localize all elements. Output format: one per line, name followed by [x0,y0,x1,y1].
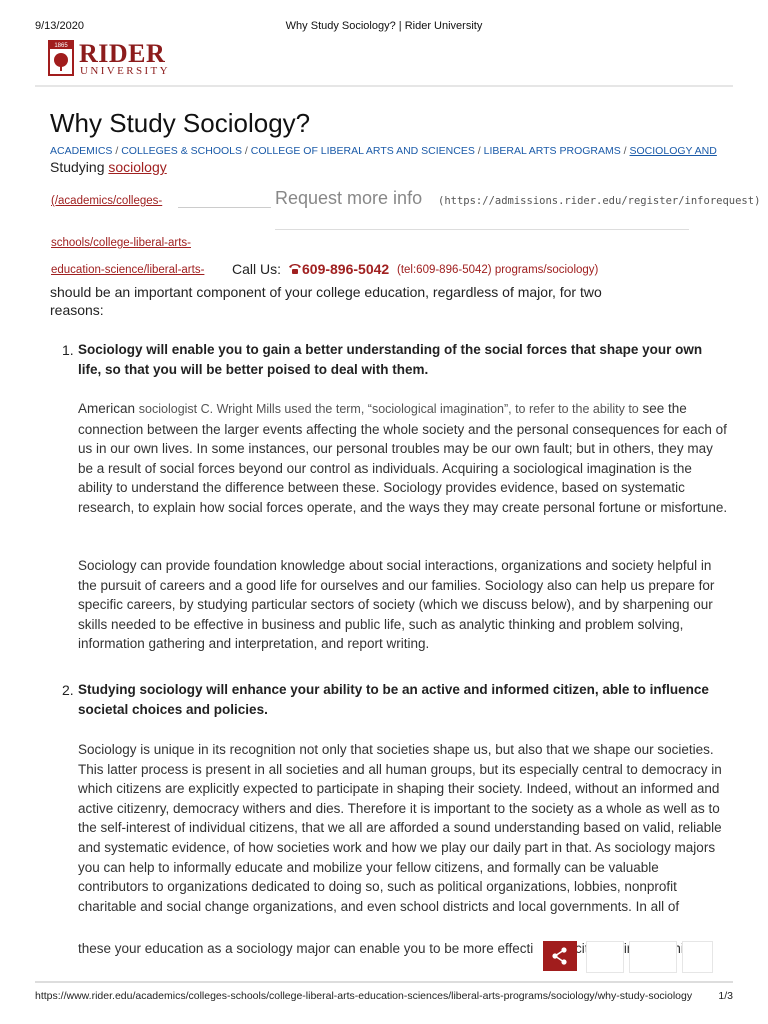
sociology-url-part3[interactable]: education-science/liberal-arts- [51,264,205,276]
logo-year: 1865 [54,43,68,49]
footer-divider [35,981,733,983]
social-button[interactable] [629,941,677,973]
tel-link[interactable] [397,264,598,276]
paragraph-start: American [78,401,139,416]
phone-number: 609-896-5042 [302,261,390,277]
phone-link[interactable] [288,261,389,277]
page-number: 1/3 [718,990,733,1002]
breadcrumb-item-liberal-arts-college[interactable]: COLLEGE OF LIBERAL ARTS AND SCIENCES [250,145,475,157]
paragraph-rest: see the connection between the larger events affecting the whole society and the personal consequences for each of us in our own lives. In some instances, our personal troubles may be our own fault; but in others, they may be a result of social forces beyond our control as individuals. Acquiring a sociological imagination is the ability to understand the difference between these. Sociology provides evidence, based on systematic research, to explain how social forces operate, and the ways they may create personal fortune or misfortune. [78,401,728,515]
sociology-url-part1[interactable]: (/academics/colleges- [51,195,163,207]
breadcrumb-item-academics[interactable]: ACADEMICS [50,145,113,157]
paragraph-tail: these your education as a sociology major can enable you to be more effecti [78,941,534,956]
breadcrumb [50,145,717,157]
breadcrumb-separator: / [623,145,627,157]
reason-heading: Sociology will enable you to gain a better understanding of the social forces that shape your own life, so that you will be better poised to deal with them. [78,342,703,377]
reason-heading: Studying sociology will enhance your ability to be an active and informed citizen, able to influence societal choices and policies. [78,682,709,717]
breadcrumb-item-sociology[interactable]: SOCIOLOGY AND [629,145,717,157]
seal-icon [48,40,74,76]
reason-paragraph [78,399,728,518]
social-button[interactable] [586,941,624,973]
page-title: Why Study Sociology? [50,108,311,138]
breadcrumb-item-programs[interactable]: LIBERAL ARTS PROGRAMS [483,145,621,157]
reason-paragraph: Sociology can provide foundation knowledge about social interactions, organizations and society helpful in the pursuit of careers and a good life for ourselves and our families. Sociology also can help us prepare for specific careers, by studying particular sectors of society (which we discuss below), and by sharpening our skills needed to be effective in business and public life, such as analytic thinking and problem solving, information gathering and interpretation, and report writing. [78,558,715,652]
rider-logo[interactable] [48,40,188,80]
request-info-link[interactable]: Request more info [275,188,423,208]
tel-url: (tel:609-896-5042) [397,264,492,276]
sociology-link[interactable]: sociology [108,159,167,175]
phone-icon [288,263,302,275]
reason-paragraph: Sociology is unique in its recognition not only that societies shape us, but also that we shape our societies. This latter process is present in all societies and all human groups, but its especially central to democracy in which citizens are explicitly expected to participate in shaping their society. Indeed, without an informed and active citizenry, democracy withers and dies. Therefore it is important to the society as a whole as well as to the self-interest of individual citizens, that we all are afforded a sound understanding based on valid, reliable and systematic evidence, of how societies work and how we play our daily part in that. As sociology majors you can help to informally educate and mobilize your fellow citizens, and formally can be valuable contributors to organizations dedicated to doing so, such as political organizations, lobbies, nonprofit charitable and social change organizations, and even school districts and local governments. In all of [78,742,722,914]
share-button[interactable] [543,941,577,971]
request-info-url[interactable]: (https://admissions.rider.edu/register/inforequest) [438,195,761,207]
request-info-divider [275,229,689,230]
footer-url: https://www.rider.edu/academics/colleges-schools/college-liberal-arts-education-sciences/liberal-arts-programs/sociology/why-study-sociology [35,990,693,1002]
logo-name: RIDER [79,39,166,68]
breadcrumb-separator: / [244,145,248,157]
print-date: 9/13/2020 [35,20,84,32]
header-divider [35,85,733,87]
intro-rest: should be an important component of your college education, regardless of major, for two reasons: [50,284,602,318]
logo-subtitle: UNIVERSITY [80,65,170,77]
breadcrumb-item-colleges[interactable]: COLLEGES & SCHOOLS [121,145,242,157]
reason-number: 2. [62,682,74,698]
print-title: Why Study Sociology? | Rider University [285,20,483,32]
breadcrumb-separator: / [477,145,481,157]
sociology-url-part4: programs/sociology) [494,264,599,276]
call-us-label: Call Us: [232,261,282,277]
social-button[interactable] [682,941,713,973]
paragraph-alt: sociologist C. Wright Mills used the term, “sociological imagination”, to refer to the ability to [138,402,639,416]
intro-line [50,159,167,175]
sociology-url-part2[interactable]: schools/college-liberal-arts- [51,237,191,249]
field-underline [178,207,271,208]
intro-studying: Studying [50,159,105,175]
reason-number: 1. [62,342,74,358]
breadcrumb-separator: / [115,145,119,157]
share-icon [543,941,577,971]
